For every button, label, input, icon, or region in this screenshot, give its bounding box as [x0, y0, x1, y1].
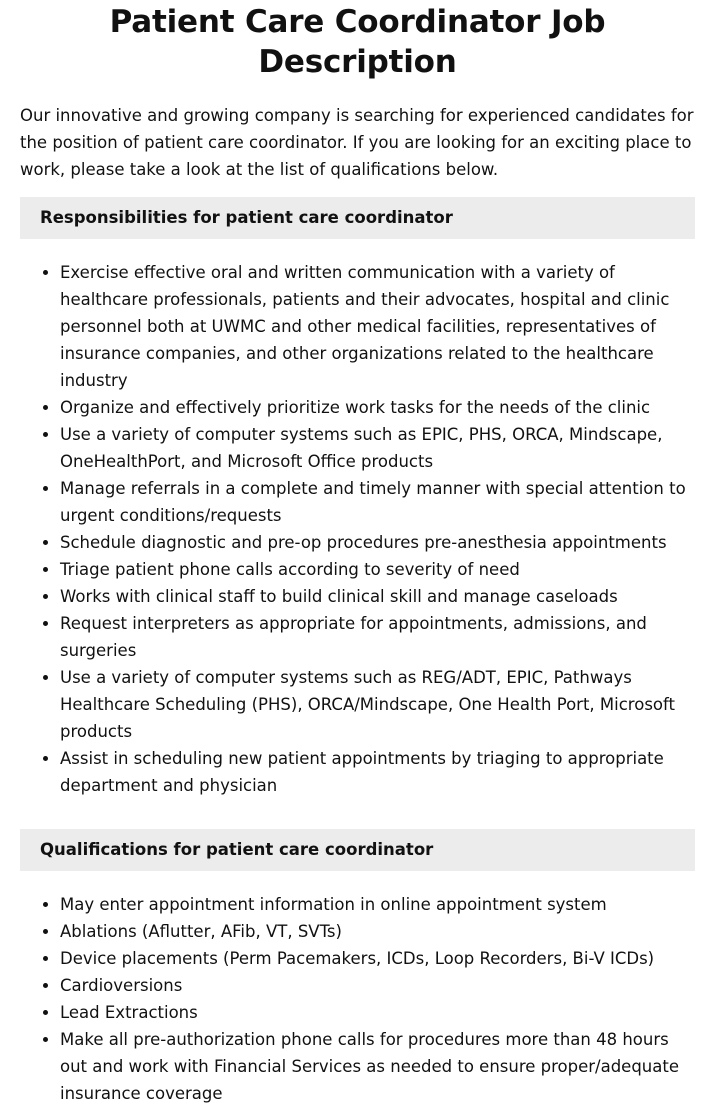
page-title: Patient Care Coordinator Job Description	[109, 4, 606, 80]
qualification-item: • Ablations (Aflutter, AFib, VT, SVTs)	[60, 918, 695, 945]
responsibility-item: • Works with clinical staff to build clinical skill and manage caseloads	[60, 583, 695, 610]
responsibility-item: • Exercise effective oral and written communication with a variety of healthcare professionals, patients and their advocates, hospital and clinic personnel both at UWMC and other medical facilities, representatives of insurance companies, and other organizations related to the healthcare industry	[60, 259, 695, 394]
qualification-item: • Lead Extractions	[60, 999, 695, 1026]
qualification-item: • May enter appointment information in online appointment system	[60, 891, 695, 918]
qualifications-list	[20, 891, 695, 1107]
responsibility-item: • Use a variety of computer systems such as EPIC, PHS, ORCA, Mindscape, OneHealthPort, and Microsoft Office products	[60, 421, 695, 475]
responsibility-item: • Schedule diagnostic and pre-op procedures pre-anesthesia appointments	[60, 529, 695, 556]
responsibilities-heading: Responsibilities for patient care coordinator	[20, 197, 695, 239]
responsibility-item: • Use a variety of computer systems such as REG/ADT, EPIC, Pathways Healthcare Scheduling (PHS), ORCA/Mindscape, One Health Port, Microsoft products	[60, 664, 695, 745]
responsibility-item: • Manage referrals in a complete and timely manner with special attention to urgent conditions/requests	[60, 475, 695, 529]
responsibility-item: • Request interpreters as appropriate for appointments, admissions, and surgeries	[60, 610, 695, 664]
intro-paragraph: Our innovative and growing company is searching for experienced candidates for the position of patient care coordinator. If you are looking for an exciting place to work, please take a look at the list of qualifications below.	[20, 106, 694, 179]
responsibility-item: • Organize and effectively prioritize work tasks for the needs of the clinic	[60, 394, 695, 421]
qualification-item: • Cardioversions	[60, 972, 695, 999]
qualifications-heading: Qualifications for patient care coordinator	[20, 829, 695, 871]
qualification-item: • Make all pre-authorization phone calls for procedures more than 48 hours out and work with Financial Services as needed to ensure proper/adequate insurance coverage	[60, 1026, 695, 1107]
qualification-item: • Device placements (Perm Pacemakers, ICDs, Loop Recorders, Bi-V ICDs)	[60, 945, 695, 972]
responsibilities-list	[20, 259, 695, 799]
responsibility-item: • Assist in scheduling new patient appointments by triaging to appropriate department and physician	[60, 745, 695, 799]
responsibility-item: • Triage patient phone calls according to severity of need	[60, 556, 695, 583]
